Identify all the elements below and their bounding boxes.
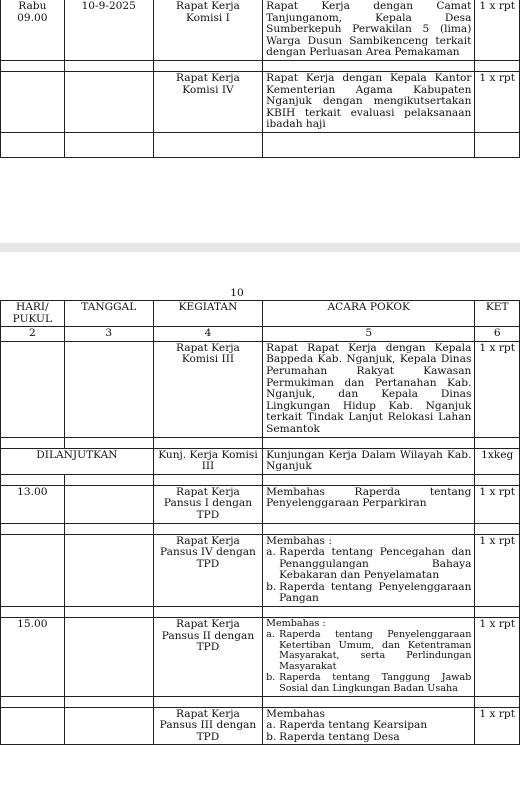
activity-cell: Rapat Kerja Pansus IV dengan TPD [153,534,262,607]
agenda-cell: Rapat Rapat Kerja dengan Kepala Bappeda Kab. Nganjuk, Kepala Dinas Perumahan Rakyat Kawasan Permukiman dan Pertanahan Kab. Nganjuk, dan Kepala Dinas Lingkungan Hidup Kab. Nganjuk terkait Tindak Lanjut Relokasi Lahan Semantok [263,341,475,437]
page-break [0,243,520,252]
col-number: 4 [153,327,262,342]
day-time-cell [1,341,65,437]
day-text: Rabu [18,0,47,12]
activity-cell: Rapat Kerja Komisi III [153,341,262,437]
spacer-row [1,696,520,707]
list-item [266,628,472,673]
ket-cell: 1 x rpt [475,707,520,745]
date-cell [64,534,153,607]
agenda-cell [263,618,475,697]
date-cell [64,485,153,523]
page-number: 10 [230,287,244,299]
list-item-text: Raperda tentang Pencegahan dan Penanggulangan Bahaya Kebakaran dan Penyelamatan [279,546,472,582]
activity-cell: Rapat Kerja Komisi IV [153,71,262,132]
list-marker: a. [266,628,275,640]
agenda-intro: Membahas [266,707,325,720]
time-cell: 13.00 [1,485,65,523]
time-cell: 15.00 [1,618,65,697]
spacer-row [1,523,520,534]
list-item [266,546,472,582]
header-ket: KET [475,301,520,327]
ket-cell: 1 x rpt [475,534,520,607]
date-cell [64,618,153,697]
list-marker: b. [266,730,277,743]
ket-cell: 1 x rpt [475,485,520,523]
agenda-list [266,547,471,605]
date-cell [64,707,153,745]
spacer-row [1,474,520,485]
ket-cell: 1 x rpt [475,0,520,60]
table-row [1,71,520,132]
activity-cell: Rapat Kerja Pansus II dengan TPD [153,618,262,697]
agenda-intro: Membahas : [266,534,332,547]
ket-cell: 1xkeg [475,448,520,474]
agenda-list [266,630,471,695]
list-marker: a. [266,719,276,732]
spacer-row [1,132,520,157]
header-acara: ACARA POKOK [263,301,475,327]
date-cell: 10-9-2025 [64,0,153,60]
col-number: 5 [263,327,475,342]
table-row [1,341,520,437]
column-number-row [1,327,520,342]
table-row [1,0,520,60]
ket-cell: 1 x rpt [475,71,520,132]
activity-cell: Rapat Kerja Komisi I [153,0,262,60]
activity-cell: Kunj. Kerja Komisi III [153,448,262,474]
day-time-cell [1,707,65,745]
list-item [266,730,471,744]
ket-cell: 1 x rpt [475,618,520,697]
day-time-cell [1,0,65,60]
col-number: 6 [475,327,520,342]
agenda-intro: Membahas : [266,618,326,630]
list-item [266,672,472,695]
agenda-list [266,720,471,743]
header-kegiatan: KEGIATAN [153,301,262,327]
list-item-text: Raperda tentang Penyelenggaraan Pangan [279,580,472,605]
spacer-row [1,607,520,618]
activity-cell: Rapat Kerja Pansus I dengan TPD [153,485,262,523]
continued-label: DILANJUTKAN [1,448,154,474]
col-number: 2 [1,327,65,342]
agenda-cell: Membahas Raperda tentang Penyelenggaraan Perparkiran [263,485,475,523]
list-marker: a. [266,546,276,559]
list-item-text: Raperda tentang Penyelenggaraan Ketertiban Umum, dan Ketentraman Masyarakat, serta Perlindungan Masyarakat [279,628,472,673]
list-marker: b. [266,672,276,684]
ket-cell: 1 x rpt [475,341,520,437]
list-item [266,580,472,605]
table-row [1,448,520,474]
schedule-table [0,300,520,745]
header-tanggal: TANGGAL [64,301,153,327]
agenda-cell: Kunjungan Kerja Dalam Wilayah Kab. Nganjuk [263,448,475,474]
list-item-text: Raperda tentang Tanggung Jawab Sosial dan Lingkungan Badan Usaha [279,672,472,694]
table-row [1,534,520,607]
header-hari: HARI/ PUKUL [1,301,65,327]
spacer-row [1,437,520,448]
header-row [1,301,520,327]
list-item-text: Raperda tentang Kearsipan [279,719,428,732]
list-marker: b. [266,580,277,593]
agenda-cell [263,707,475,745]
agenda-cell: Rapat Kerja dengan Kepala Kantor Kementerian Agama Kabupaten Nganjuk dengan mengikutsertakan KBIH terkait evaluasi pelaksanaan ibadah haji [263,71,475,132]
day-time-cell [1,534,65,607]
spacer-row [1,60,520,71]
list-item-text: Raperda tentang Desa [279,730,400,743]
agenda-cell [263,534,475,607]
table-row [1,485,520,523]
date-cell [64,71,153,132]
activity-cell: Rapat Kerja Pansus III dengan TPD [153,707,262,745]
schedule-table-top [0,0,520,158]
day-time-cell [1,71,65,132]
col-number: 3 [64,327,153,342]
table-row [1,707,520,745]
table-row [1,618,520,697]
agenda-cell: Rapat Kerja dengan Camat Tanjunganom, Kepala Desa Sumberkepuh Perwakilan 5 (lima) Warga Dusun Sambikenceng terkait dengan Perluasan Area Pemakaman [263,0,475,60]
date-cell [64,341,153,437]
time-text: 09.00 [17,11,48,24]
